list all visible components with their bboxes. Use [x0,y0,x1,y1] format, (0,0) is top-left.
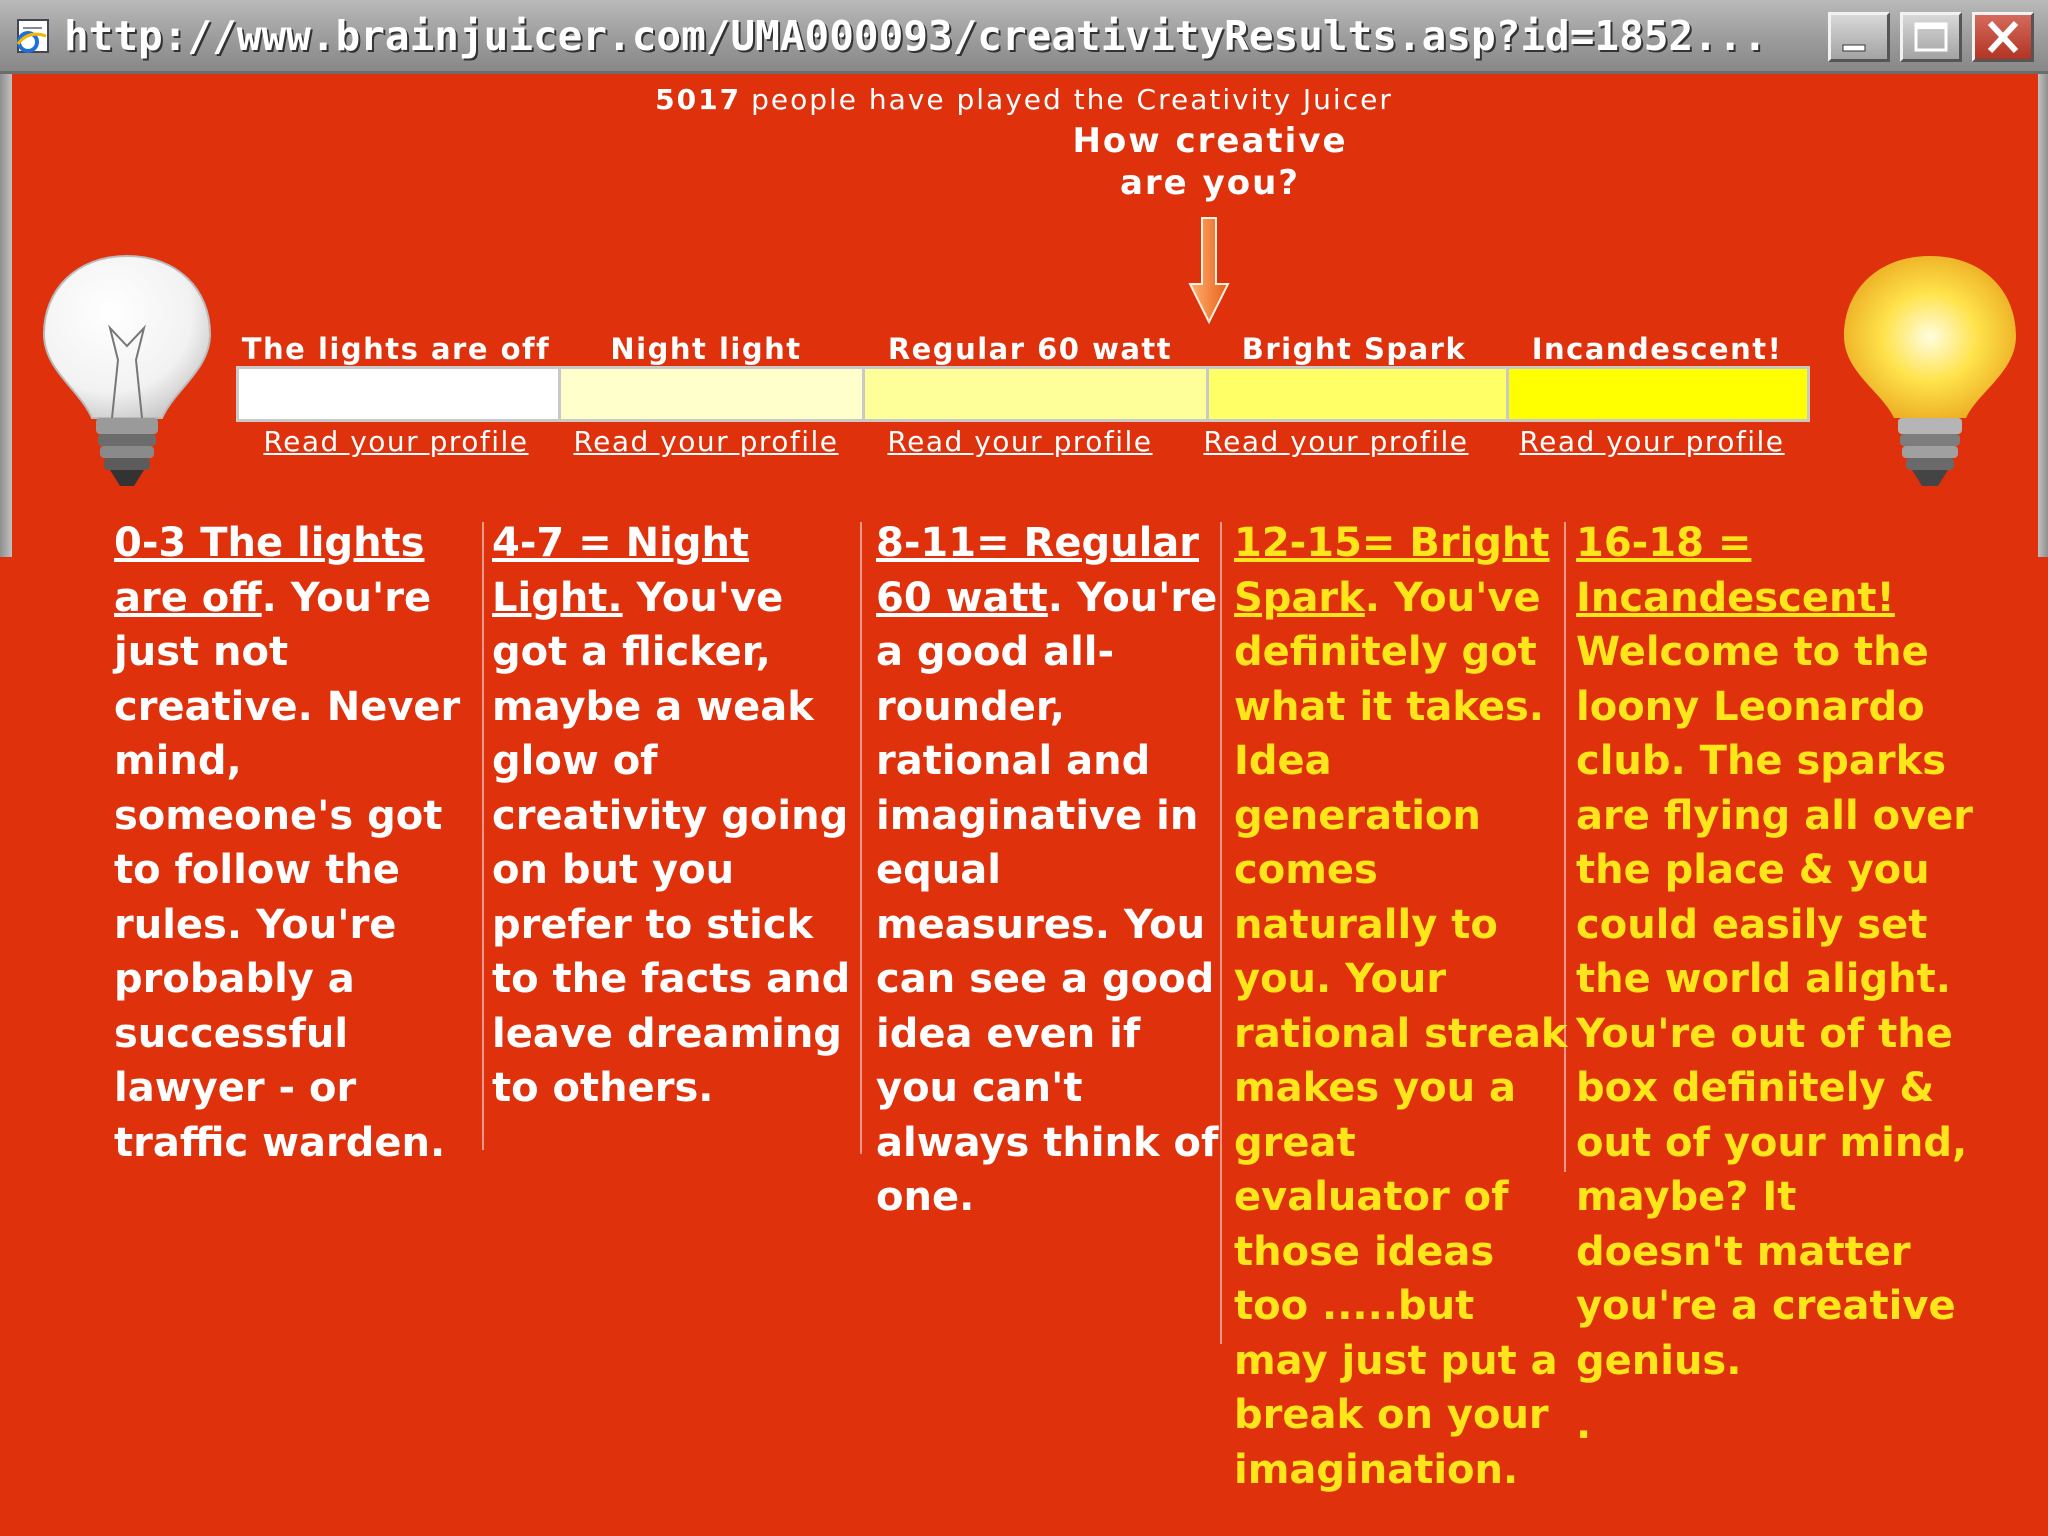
scale-segment-night-light [561,369,865,419]
read-profile-link-bright-spark[interactable]: Read your profile [1203,425,1469,458]
window-url-title: http://www.brainjuicer.com/UMA000093/creativityResults.asp?id=1852... [64,12,1768,60]
minimize-button[interactable] [1828,12,1890,62]
minimize-icon [1831,15,1887,59]
trailing-period: . [1576,1402,1592,1448]
down-arrow-icon [1186,214,1232,326]
scale-segment-lights-off [239,369,561,419]
scale-label-lights-off: The lights are off [241,332,551,366]
description-body-bright-spark: . You've definitely got what it takes. Idea generation comes naturally to you. Your rational streak makes you a great evaluator of those ideas too .....but may just put a break on your imagination. [1234,574,1568,1493]
read-profile-link-incandescent[interactable]: Read your profile [1519,425,1785,458]
description-night-light [492,516,866,1116]
scale-label-bright-spark: Bright Spark [1241,332,1467,366]
description-body-incandescent: Welcome to the loony Leonardo club. The sparks are flying all over the place & you could easily set the world alight. You're out of the box definitely & out of your mind, maybe? It doesn't matter you're a creative genius. [1576,629,1973,1384]
ie-page-icon [12,16,56,56]
close-icon [1975,15,2031,59]
players-count-line [0,80,2048,120]
close-button[interactable] [1972,12,2034,62]
description-title-bright-spark[interactable]: 12-15= Bright Spark [1234,520,1550,621]
creativity-scale-bar [236,366,1810,422]
question-line-2: are you? [1119,163,1301,203]
scale-segment-bright-spark [1209,369,1509,419]
players-count: 5017 [655,83,742,116]
description-body-regular-60-watt: . You're a good all-rounder, rational and imaginative in equal measures. You can see a good idea even if you can't always think of one. [876,574,1219,1220]
scale-label-incandescent: Incandescent! [1531,332,1783,366]
read-profile-link-night-light[interactable]: Read your profile [573,425,839,458]
description-title-incandescent[interactable]: 16-18 = Incandescent! [1576,520,1895,621]
question-line-1: How creative [1072,121,1348,161]
description-body-night-light: You've got a flicker, maybe a weak glow of creativity going on but you prefer to stick to the facts and leave dreaming to others. [492,574,851,1111]
scale-segment-regular-60-watt [865,369,1209,419]
description-title-regular-60-watt[interactable]: 8-11= Regular 60 watt [876,520,1200,621]
scale-segment-incandescent [1509,369,1807,419]
description-lights-off [114,516,488,1170]
description-title-lights-off[interactable]: 0-3 The lights are off [114,520,425,621]
description-incandescent [1576,516,1976,1453]
how-creative-heading [1040,120,1380,204]
description-title-night-light[interactable]: 4-7 = Night Light. [492,520,750,621]
scale-label-night-light: Night light [610,332,802,366]
maximize-icon [1903,15,1959,59]
window-frame-left [0,74,12,557]
maximize-button[interactable] [1900,12,1962,62]
players-text: people have played the Creativity Juicer [751,83,1393,116]
light-bulb-on-icon [1838,250,2022,490]
scale-label-regular-60-watt: Regular 60 watt [887,332,1173,366]
description-body-lights-off: . You're just not creative. Never mind, someone's got to follow the rules. You're probably a successful lawyer - or traffic warden. [114,574,461,1166]
light-bulb-off-icon [38,250,216,490]
read-profile-link-lights-off[interactable]: Read your profile [263,425,529,458]
read-profile-link-regular-60-watt[interactable]: Read your profile [887,425,1153,458]
description-regular-60-watt [876,516,1224,1225]
window-frame-right [2038,74,2048,557]
description-bright-spark [1234,516,1574,1497]
window-title-bar[interactable] [0,0,2048,74]
